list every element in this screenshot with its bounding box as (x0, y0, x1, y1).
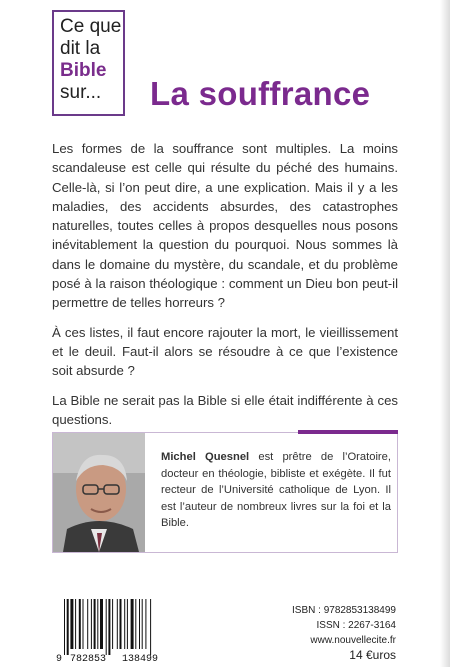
barcode-bar (135, 599, 136, 649)
barcode-bar (124, 599, 125, 649)
barcode-bar (108, 599, 110, 655)
blurb-paragraph-3: La Bible ne serait pas la Bible si elle était indifférente à ces questions. (52, 392, 398, 427)
series-logo (52, 10, 125, 116)
barcode-bar (131, 599, 134, 649)
barcode-bar (75, 599, 76, 649)
barcode-bar (87, 599, 88, 649)
blurb-paragraph-1: Les formes de la souffrance sont multiples. La moins scandaleuse est celle qui résulte du péché des humains. Celle-là, si l’on peut dire, a une explication. Mais il y a les maladies, des accidents absurdes, des catastrophes naturelles, toutes celles à propos desquelles nous posons inévitablement la question du pourquoi. Nous sommes là dans le domaine du mystère, du scandale, et du problème posé à la raison théologique : comment un Dieu bon peut-il permettre de telles horreurs ? (52, 141, 398, 311)
series-line-4: sur... (60, 82, 102, 103)
barcode-bar (70, 599, 73, 649)
barcode-bar (64, 599, 65, 655)
barcode-bar (120, 599, 122, 649)
barcode-first-digit: 9 (56, 654, 63, 663)
series-line-3: Bible (60, 60, 107, 81)
barcode-bar (139, 599, 140, 649)
publisher-website: www.nouvellecite.fr (310, 635, 396, 646)
barcode-image (56, 599, 174, 663)
author-portrait-image (53, 433, 145, 552)
barcode-bar (100, 599, 103, 649)
barcode-bar (112, 599, 113, 649)
barcode-bar (94, 599, 96, 649)
barcode-bar (106, 599, 107, 655)
isbn-number: ISBN : 9782853138499 (292, 605, 396, 616)
barcode-bar (117, 599, 118, 649)
author-name: Michel Quesnel (161, 451, 250, 463)
barcode-bar (142, 599, 143, 649)
author-bio (161, 449, 391, 532)
back-cover-blurb (52, 139, 398, 439)
barcode-digits-group-1: 782853 (70, 654, 107, 663)
barcode (56, 599, 174, 663)
author-box-accent-bar (298, 430, 398, 434)
barcode-bar (97, 599, 98, 649)
barcode-digits-group-2: 138499 (122, 654, 159, 663)
issn-number: ISSN : 2267-3164 (316, 620, 396, 631)
barcode-bar (83, 599, 84, 649)
author-bio-text: est prêtre de l’Oratoire, docteur en théologie, bibliste et exégète. Il fut recteur de l’Université catholique de Lyon. Il est l’auteur de nombreux livres sur la foi et la Bible. (161, 451, 391, 530)
author-photo (53, 433, 145, 552)
barcode-bar (150, 599, 151, 655)
series-line-2: dit la (60, 38, 101, 59)
barcode-bar (145, 599, 146, 649)
barcode-bar (127, 599, 128, 649)
barcode-bar (67, 599, 69, 655)
blurb-paragraph-2: À ces listes, il faut encore rajouter la mort, le vieillissement et le deuil. Faut-il alors se résoudre à ce que l’existence soit absurde ? (52, 324, 398, 379)
series-line-1: Ce que (60, 16, 122, 37)
book-title: La souffrance (150, 75, 371, 112)
price: 14 €uros (349, 648, 396, 662)
page-edge-shadow (440, 0, 450, 667)
barcode-bar (91, 599, 92, 649)
barcode-bar (79, 599, 81, 649)
author-box (52, 432, 398, 553)
publication-info (292, 603, 396, 663)
